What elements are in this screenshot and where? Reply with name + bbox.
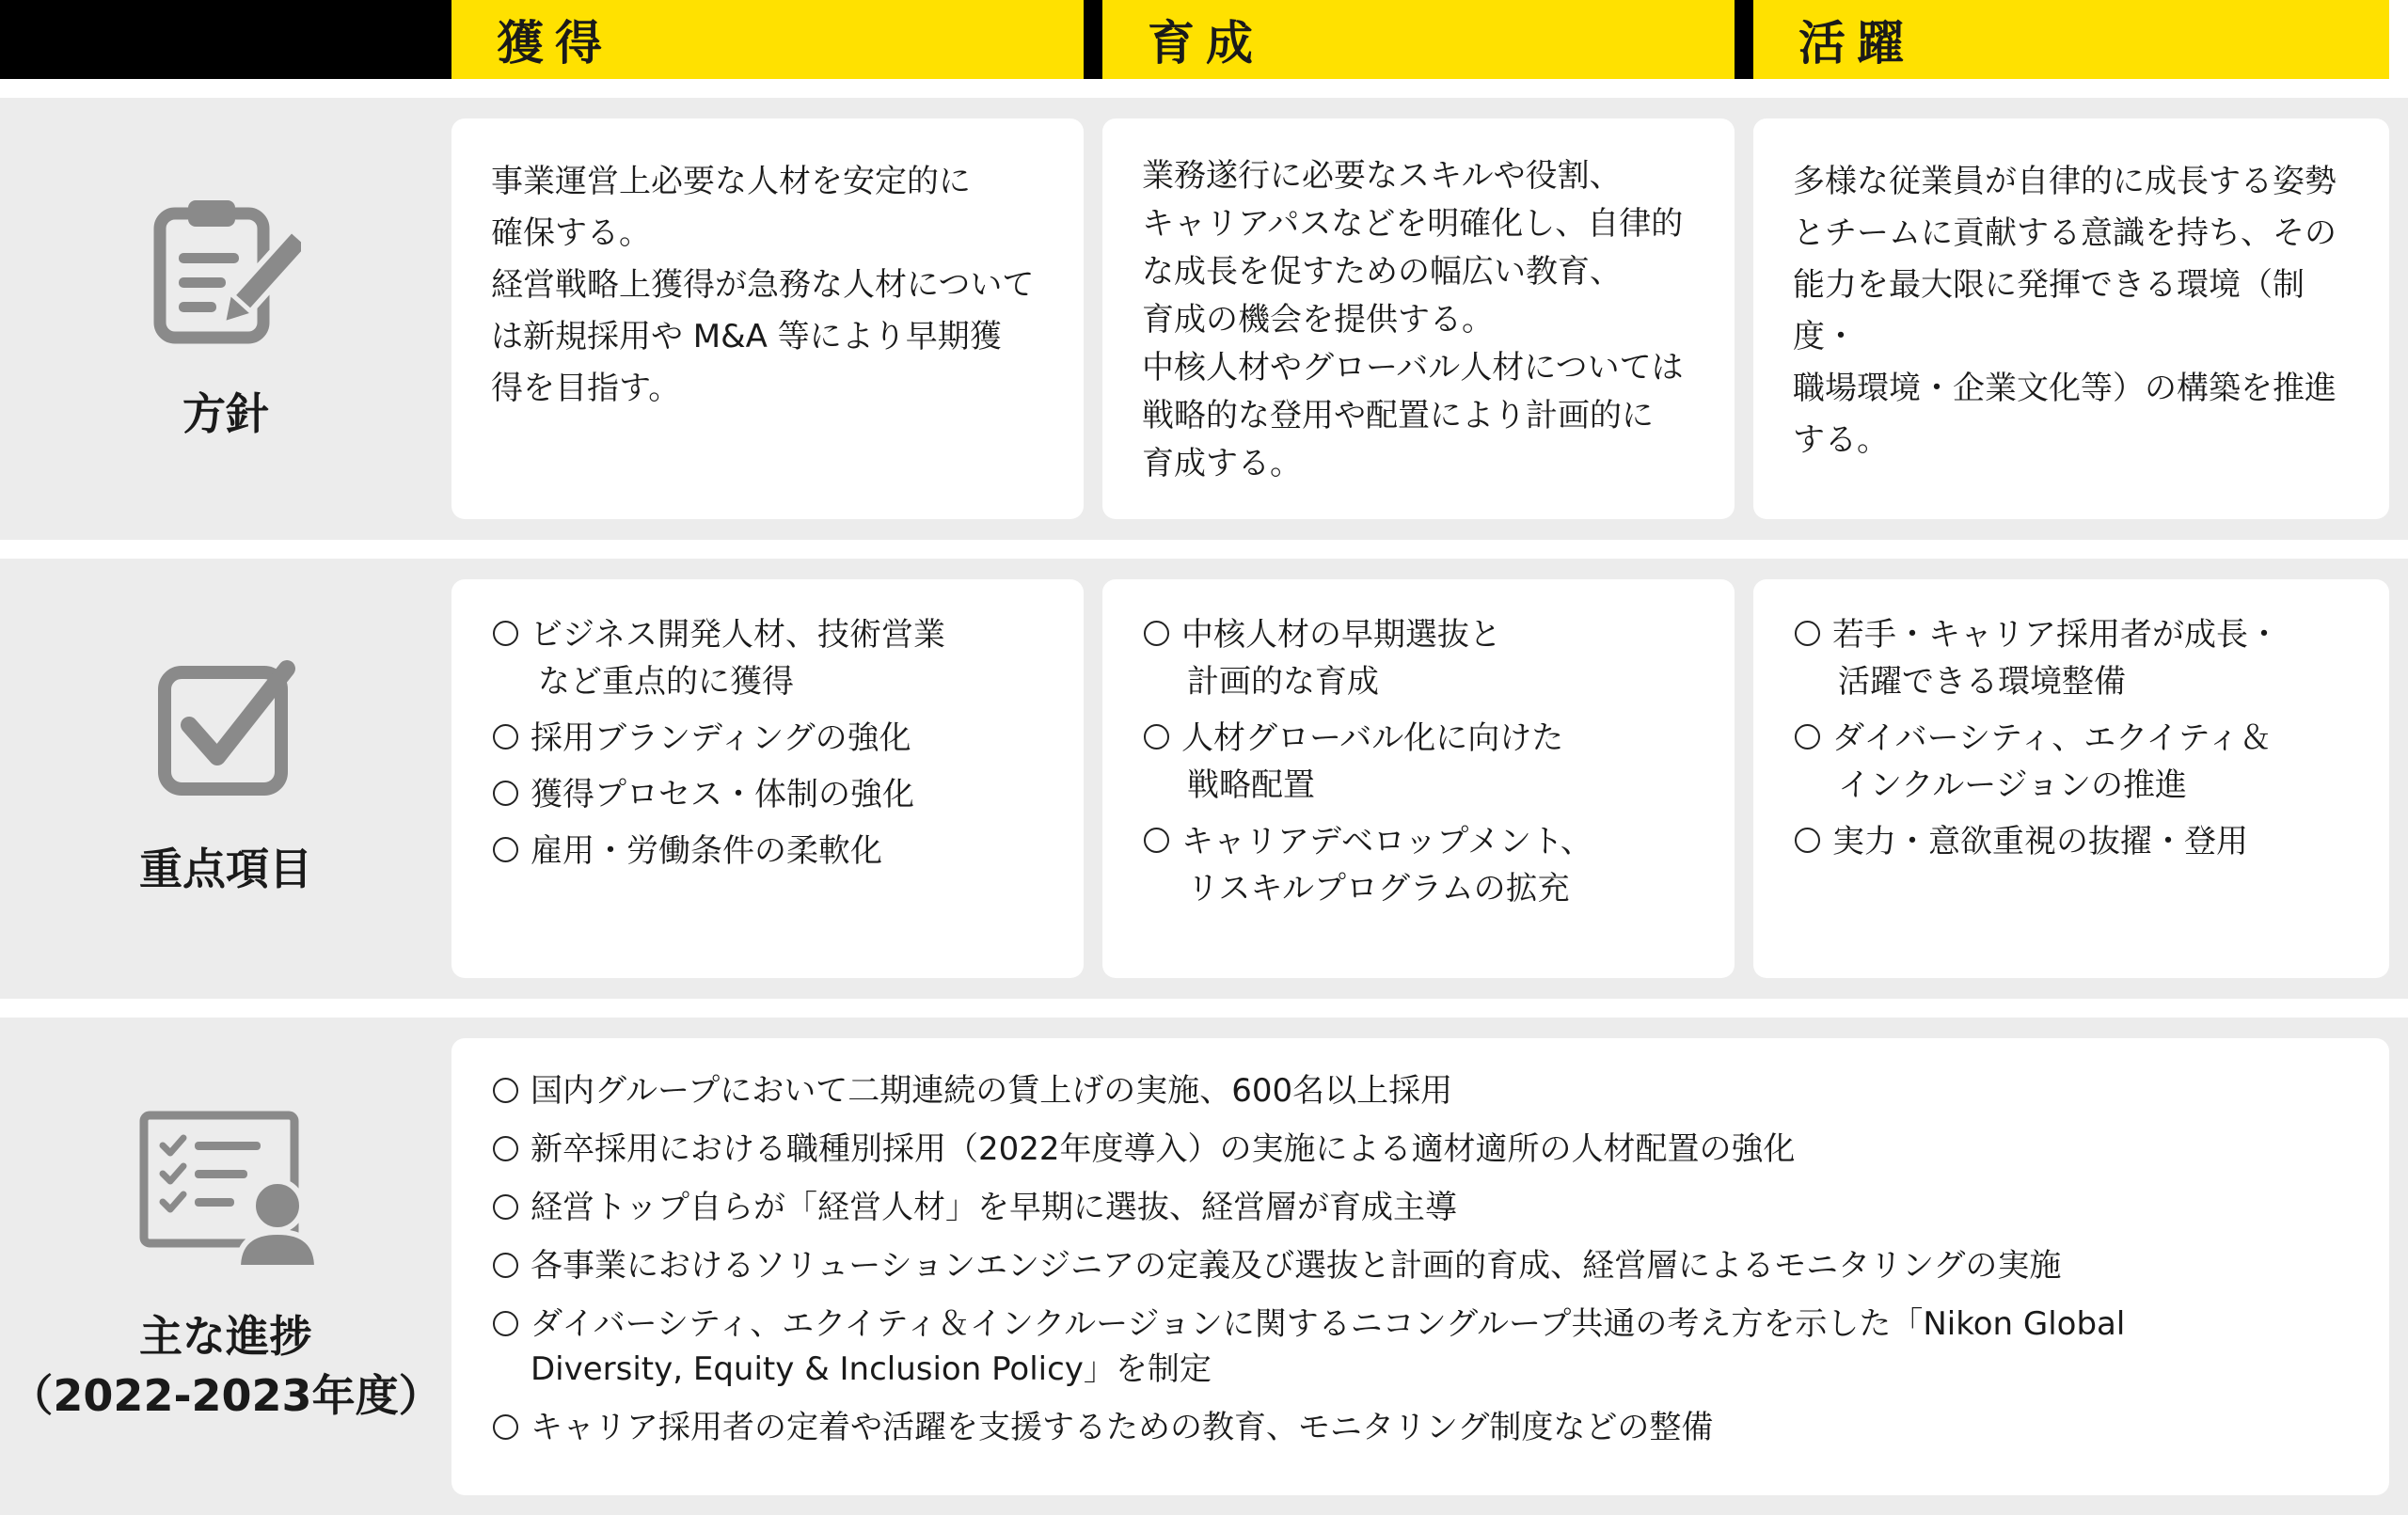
focus-row-label <box>0 559 452 999</box>
checkbox-icon <box>155 659 296 800</box>
policy-text-line: は新規採用や M&A 等により早期獲 <box>491 318 1002 355</box>
list-item: 国内グループにおいて二期連続の賃上げの実施、600名以上採用 <box>452 1068 2389 1113</box>
policy-text-line: する。 <box>1793 421 1889 459</box>
list-item: ダイバーシティ、エクイティ＆ インクルージョンの推進 <box>1753 715 2389 809</box>
policy-text-line: 業務遂行に必要なスキルや役割、 <box>1142 157 1622 195</box>
policy-card-activate <box>1753 118 2389 519</box>
header-black-bar <box>0 0 452 79</box>
progress-card <box>452 1038 2389 1495</box>
focus-card-develop <box>1102 579 1735 978</box>
list-item: 中核人材の早期選抜と 計画的な育成 <box>1102 611 1735 705</box>
policy-card-acquire <box>452 118 1084 519</box>
list-item: 実力・意欲重視の抜擢・登用 <box>1753 818 2389 865</box>
checklist-person-icon <box>136 1108 315 1268</box>
policy-text-line: 戦略的な登用や配置により計画的に <box>1142 397 1654 434</box>
policy-text-line: 多様な従業員が自律的に成長する姿勢 <box>1793 163 2337 200</box>
policy-text-line: 育成する。 <box>1142 445 1302 482</box>
policy-text-line: な成長を促すための幅広い教育、 <box>1142 253 1622 291</box>
list-item: 雇用・労働条件の柔軟化 <box>452 828 1084 875</box>
policy-label: 方針 <box>182 387 269 439</box>
policy-text-line: 経営戦略上獲得が急務な人材について <box>491 266 1035 304</box>
column-separator <box>1084 0 1102 79</box>
list-item: 獲得プロセス・体制の強化 <box>452 771 1084 818</box>
list-item: 採用ブランディングの強化 <box>452 715 1084 762</box>
policy-text-line: 能力を最大限に発揮できる環境（制度・ <box>1793 266 2305 355</box>
progress-period: （2022-2023年度） <box>9 1369 442 1421</box>
list-item: キャリア採用者の定着や活躍を支援するための教育、モニタリング制度などの整備 <box>452 1405 2389 1450</box>
policy-text-line: 育成の機会を提供する。 <box>1142 301 1494 339</box>
list-item: 経営トップ自らが「経営人材」を早期に選抜、経営層が育成主導 <box>452 1185 2389 1230</box>
list-item: 若手・キャリア採用者が成長・ 活躍できる環境整備 <box>1753 611 2389 705</box>
policy-text-line: 確保する。 <box>491 214 651 252</box>
policy-text-line: 職場環境・企業文化等）の構築を推進 <box>1793 370 2337 407</box>
list-item: ビジネス開発人材、技術営業 など重点的に獲得 <box>452 611 1084 705</box>
column-header-activate: 活躍 <box>1753 0 2389 79</box>
document-edit-icon <box>150 195 301 345</box>
column-separator <box>1735 0 1753 79</box>
focus-card-activate <box>1753 579 2389 978</box>
policy-row-label <box>0 98 452 540</box>
focus-label: 重点項目 <box>139 843 312 894</box>
list-item: 人材グローバル化に向けた 戦略配置 <box>1102 715 1735 809</box>
progress-row-label <box>0 1018 452 1515</box>
column-header-acquire: 獲得 <box>452 0 1084 79</box>
list-item: 各事業におけるソリューションエンジニアの定義及び選抜と計画的育成、経営層によるモニタリングの実施 <box>452 1243 2389 1288</box>
policy-text-line: キャリアパスなどを明確化し、自律的 <box>1142 205 1684 243</box>
policy-text-line: 中核人材やグローバル人材については <box>1142 349 1684 387</box>
focus-card-acquire <box>452 579 1084 978</box>
progress-label: 主な進捗 <box>139 1311 312 1363</box>
column-header-develop: 育成 <box>1102 0 1735 79</box>
policy-text-line: とチームに貢献する意識を持ち、その <box>1793 214 2337 252</box>
policy-card-develop <box>1102 118 1735 519</box>
list-item: 新卒採用における職種別採用（2022年度導入）の実施による適材適所の人材配置の強化 <box>452 1127 2389 1172</box>
policy-text-line: 事業運営上必要な人材を安定的に <box>491 163 971 200</box>
list-item: ダイバーシティ、エクイティ＆インクルージョンに関するニコングループ共通の考え方を示した「Nikon Global Diversity, Equity & Inclusion Policy」を制定 <box>452 1302 2389 1392</box>
policy-text-line: 得を目指す。 <box>491 370 681 407</box>
list-item: キャリアデベロップメント、 リスキルプログラムの拡充 <box>1102 818 1735 912</box>
